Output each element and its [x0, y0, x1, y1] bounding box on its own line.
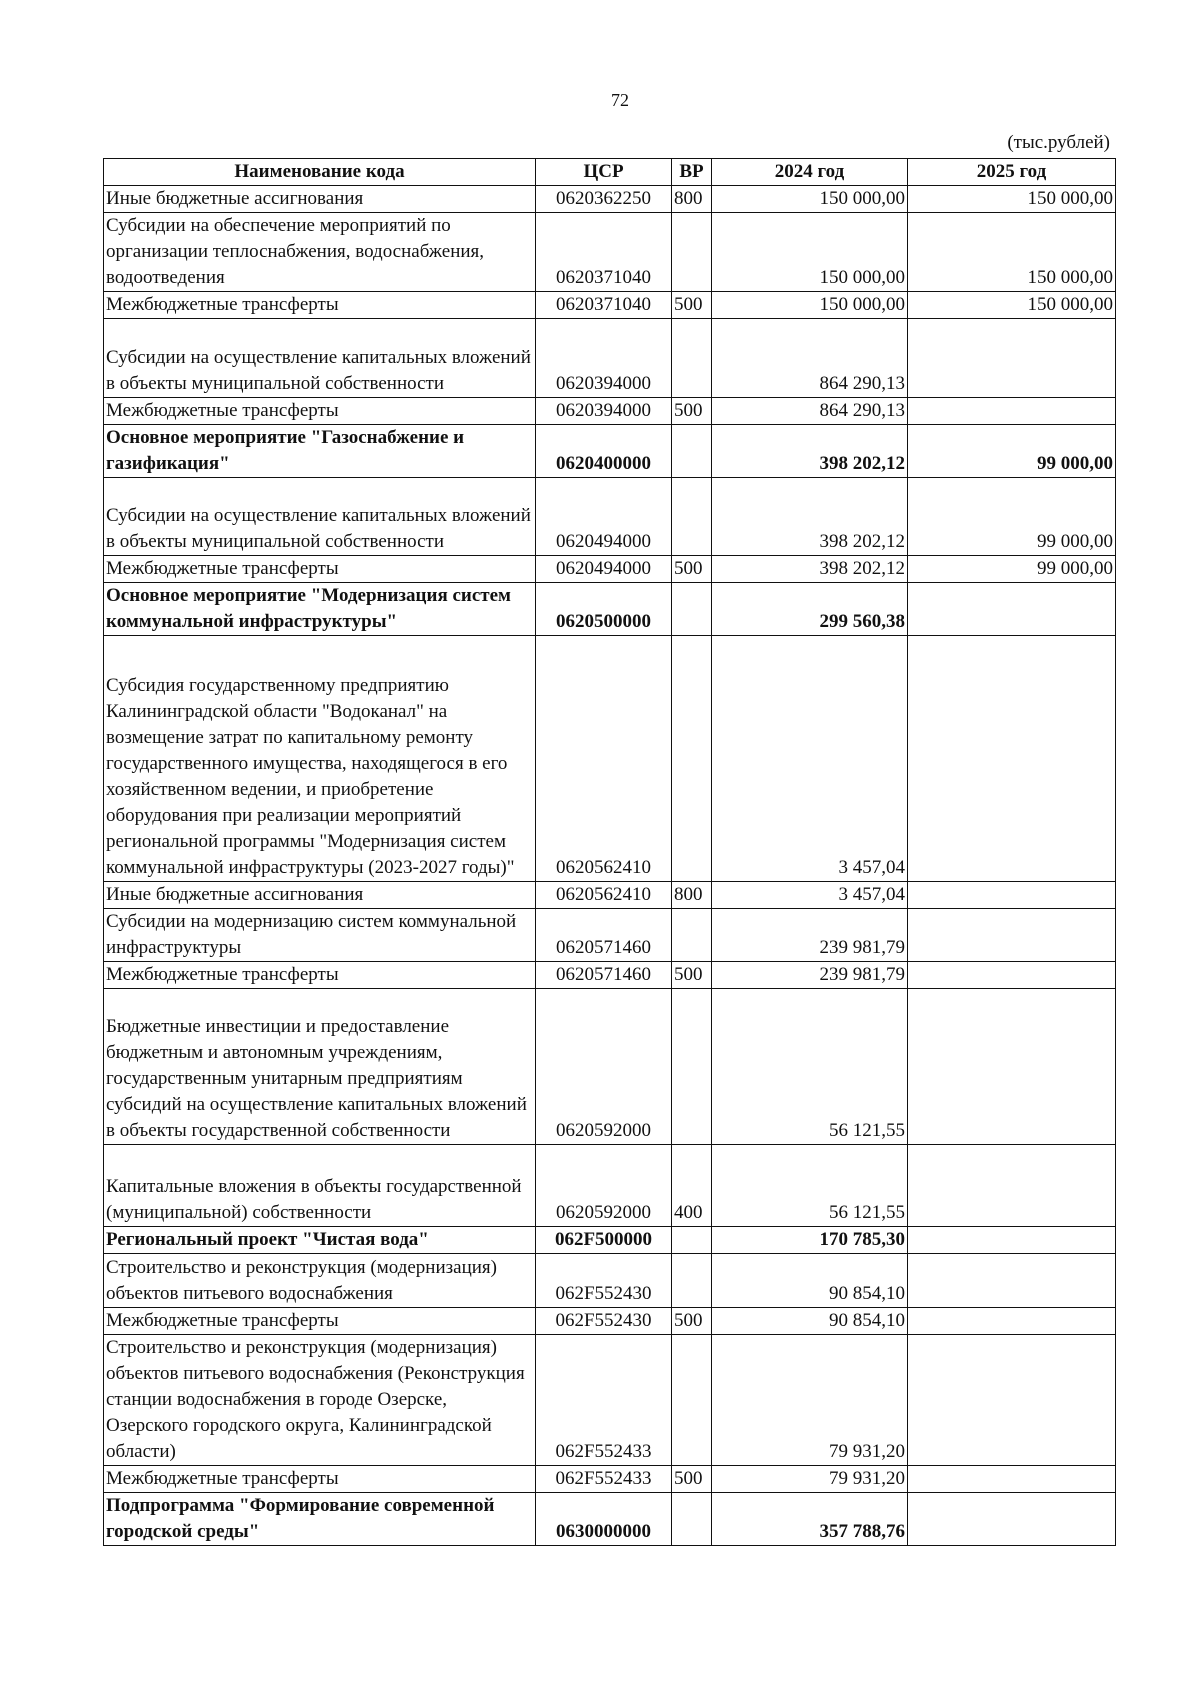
header-2024: 2024 год — [712, 159, 908, 186]
cell-2024: 79 931,20 — [712, 1335, 908, 1466]
cell-name: Строительство и реконструкция (модернизация) объектов питьевого водоснабжения — [104, 1254, 536, 1308]
cell-vr — [672, 425, 712, 478]
cell-csr: 0620571460 — [536, 909, 672, 962]
cell-vr — [672, 478, 712, 556]
table-row — [104, 909, 1116, 962]
cell-csr: 0620394000 — [536, 319, 672, 398]
cell-vr: 500 — [672, 1308, 712, 1335]
table-row — [104, 636, 1116, 882]
cell-2024: 150 000,00 — [712, 186, 908, 213]
cell-vr: 400 — [672, 1145, 712, 1227]
cell-2025 — [908, 909, 1116, 962]
table-row — [104, 478, 1116, 556]
cell-2025: 99 000,00 — [908, 556, 1116, 583]
table-row — [104, 1466, 1116, 1493]
table-header-row — [104, 159, 1116, 186]
cell-2024: 398 202,12 — [712, 425, 908, 478]
cell-name: Иные бюджетные ассигнования — [104, 186, 536, 213]
table-row — [104, 989, 1116, 1145]
cell-name: Капитальные вложения в объекты государственной (муниципальной) собственности — [104, 1145, 536, 1227]
budget-table — [103, 158, 1116, 1546]
cell-csr: 0620494000 — [536, 478, 672, 556]
cell-2025: 99 000,00 — [908, 425, 1116, 478]
cell-csr: 062F500000 — [536, 1227, 672, 1254]
units-label: (тыс.рублей) — [1007, 132, 1110, 153]
cell-2025 — [908, 962, 1116, 989]
cell-vr: 500 — [672, 1466, 712, 1493]
cell-2025 — [908, 1227, 1116, 1254]
cell-2025 — [908, 1466, 1116, 1493]
cell-csr: 0620371040 — [536, 213, 672, 292]
cell-csr: 0620371040 — [536, 292, 672, 319]
cell-2025 — [908, 989, 1116, 1145]
cell-vr — [672, 909, 712, 962]
table-row — [104, 292, 1116, 319]
table-row — [104, 1254, 1116, 1308]
table-row — [104, 425, 1116, 478]
cell-name: Подпрограмма "Формирование современной городской среды" — [104, 1493, 536, 1546]
cell-name: Строительство и реконструкция (модернизация) объектов питьевого водоснабжения (Реконструкция станции водоснабжения в городе Озерске, Озерского городского округа, Калининградской области) — [104, 1335, 536, 1466]
cell-name: Основное мероприятие "Газоснабжение и газификация" — [104, 425, 536, 478]
cell-2024: 398 202,12 — [712, 478, 908, 556]
table-row — [104, 213, 1116, 292]
cell-2025: 99 000,00 — [908, 478, 1116, 556]
page-number: 72 — [611, 90, 629, 110]
cell-csr: 0620592000 — [536, 1145, 672, 1227]
cell-csr: 0620494000 — [536, 556, 672, 583]
cell-2024: 170 785,30 — [712, 1227, 908, 1254]
cell-2025 — [908, 1254, 1116, 1308]
cell-name: Иные бюджетные ассигнования — [104, 882, 536, 909]
cell-csr: 0620394000 — [536, 398, 672, 425]
cell-name: Межбюджетные трансферты — [104, 398, 536, 425]
cell-2025 — [908, 1145, 1116, 1227]
cell-2025: 150 000,00 — [908, 292, 1116, 319]
table-row — [104, 882, 1116, 909]
cell-csr: 0620562410 — [536, 636, 672, 882]
table-row — [104, 1145, 1116, 1227]
cell-2025: 150 000,00 — [908, 186, 1116, 213]
cell-2024: 3 457,04 — [712, 882, 908, 909]
table-row — [104, 1335, 1116, 1466]
cell-vr: 800 — [672, 882, 712, 909]
cell-2024: 299 560,38 — [712, 583, 908, 636]
cell-2024: 90 854,10 — [712, 1254, 908, 1308]
cell-2024: 56 121,55 — [712, 1145, 908, 1227]
cell-2024: 150 000,00 — [712, 292, 908, 319]
cell-2024: 3 457,04 — [712, 636, 908, 882]
table-row — [104, 1227, 1116, 1254]
cell-name: Субсидии на осуществление капитальных вложений в объекты муниципальной собственности — [104, 478, 536, 556]
table-row — [104, 186, 1116, 213]
cell-vr — [672, 213, 712, 292]
cell-csr: 0620362250 — [536, 186, 672, 213]
table-row — [104, 319, 1116, 398]
cell-name: Региональный проект "Чистая вода" — [104, 1227, 536, 1254]
header-csr: ЦСР — [536, 159, 672, 186]
cell-2024: 239 981,79 — [712, 962, 908, 989]
cell-csr: 062F552430 — [536, 1254, 672, 1308]
cell-vr: 800 — [672, 186, 712, 213]
cell-csr: 0630000000 — [536, 1493, 672, 1546]
cell-vr — [672, 636, 712, 882]
cell-name: Основное мероприятие "Модернизация систем коммунальной инфраструктуры" — [104, 583, 536, 636]
cell-2024: 398 202,12 — [712, 556, 908, 583]
cell-name: Бюджетные инвестиции и предоставление бюджетным и автономным учреждениям, государственным унитарным предприятиям субсидий на осуществление капитальных вложений в объекты государственной собственности — [104, 989, 536, 1145]
cell-vr — [672, 1227, 712, 1254]
table-row — [104, 962, 1116, 989]
cell-name: Субсидии на осуществление капитальных вложений в объекты муниципальной собственности — [104, 319, 536, 398]
cell-2024: 864 290,13 — [712, 319, 908, 398]
cell-2024: 150 000,00 — [712, 213, 908, 292]
cell-2024: 357 788,76 — [712, 1493, 908, 1546]
cell-2024: 864 290,13 — [712, 398, 908, 425]
cell-2025 — [908, 398, 1116, 425]
table-row — [104, 398, 1116, 425]
cell-vr: 500 — [672, 292, 712, 319]
header-2025: 2025 год — [908, 159, 1116, 186]
cell-name: Субсидии на обеспечение мероприятий по организации теплоснабжения, водоснабжения, водоотведения — [104, 213, 536, 292]
cell-name: Межбюджетные трансферты — [104, 292, 536, 319]
cell-csr: 062F552433 — [536, 1335, 672, 1466]
cell-name: Межбюджетные трансферты — [104, 556, 536, 583]
cell-2025 — [908, 636, 1116, 882]
cell-vr — [672, 1335, 712, 1466]
cell-2025 — [908, 1308, 1116, 1335]
cell-name: Субсидия государственному предприятию Калининградской области "Водоканал" на возмещение затрат по капитальному ремонту государственного имущества, находящегося в его хозяйственном ведении, и приобретение оборудования при реализации мероприятий региональной программы "Модернизация систем коммунальной инфраструктуры (2023-2027 годы)" — [104, 636, 536, 882]
cell-2024: 79 931,20 — [712, 1466, 908, 1493]
cell-2025 — [908, 1493, 1116, 1546]
table-row — [104, 1493, 1116, 1546]
table-row — [104, 1308, 1116, 1335]
header-vr: ВР — [672, 159, 712, 186]
cell-vr: 500 — [672, 962, 712, 989]
cell-2025 — [908, 882, 1116, 909]
cell-name: Межбюджетные трансферты — [104, 962, 536, 989]
cell-2025 — [908, 583, 1116, 636]
cell-csr: 0620500000 — [536, 583, 672, 636]
cell-vr — [672, 989, 712, 1145]
cell-name: Межбюджетные трансферты — [104, 1308, 536, 1335]
cell-csr: 0620562410 — [536, 882, 672, 909]
cell-csr: 062F552433 — [536, 1466, 672, 1493]
cell-2025 — [908, 1335, 1116, 1466]
cell-csr: 0620400000 — [536, 425, 672, 478]
cell-vr — [672, 583, 712, 636]
cell-name: Субсидии на модернизацию систем коммунальной инфраструктуры — [104, 909, 536, 962]
cell-name: Межбюджетные трансферты — [104, 1466, 536, 1493]
cell-csr: 0620592000 — [536, 989, 672, 1145]
cell-2024: 90 854,10 — [712, 1308, 908, 1335]
cell-vr: 500 — [672, 556, 712, 583]
cell-2024: 239 981,79 — [712, 909, 908, 962]
cell-vr: 500 — [672, 398, 712, 425]
cell-csr: 062F552430 — [536, 1308, 672, 1335]
cell-2025 — [908, 319, 1116, 398]
cell-vr — [672, 1254, 712, 1308]
cell-vr — [672, 319, 712, 398]
table-row — [104, 583, 1116, 636]
header-name: Наименование кода — [104, 159, 536, 186]
cell-vr — [672, 1493, 712, 1546]
cell-csr: 0620571460 — [536, 962, 672, 989]
table-row — [104, 556, 1116, 583]
cell-2025: 150 000,00 — [908, 213, 1116, 292]
cell-2024: 56 121,55 — [712, 989, 908, 1145]
